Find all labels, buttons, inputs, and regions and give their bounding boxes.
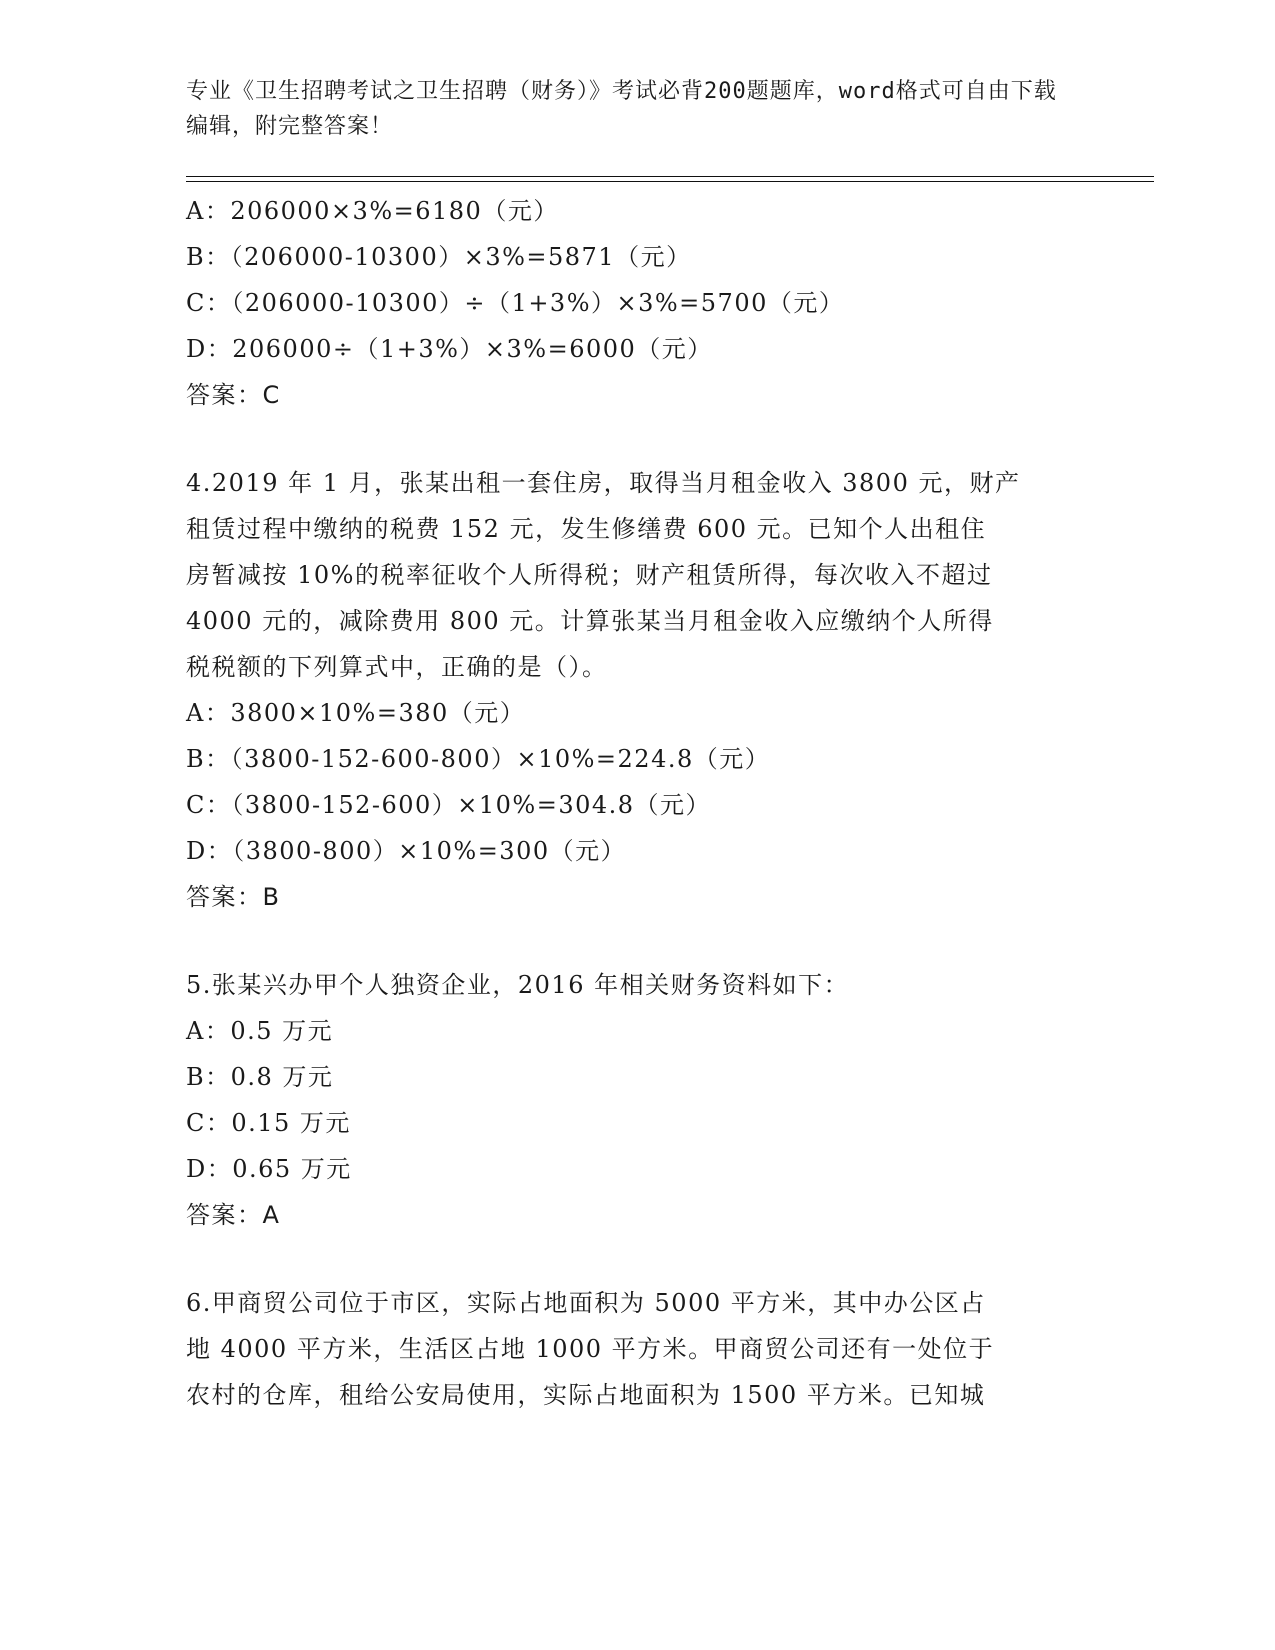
option-a: A：3800×10%=380（元）: [186, 699, 526, 727]
question-block: [186, 1280, 1086, 1418]
answer-line: 答案：A: [186, 1201, 281, 1229]
question-block: [186, 188, 1086, 418]
answer-line: 答案：B: [186, 883, 281, 911]
question-text-line: 4.2019 年 1 月，张某出租一套住房，取得当月租金收入 3800 元，财产: [186, 469, 1021, 497]
question-block: [186, 962, 1086, 1238]
question-text-line: 5.张某兴办甲个人独资企业，2016 年相关财务资料如下：: [186, 971, 850, 999]
option-b: B：0.8 万元: [186, 1063, 334, 1091]
question-list: [186, 188, 1086, 1418]
option-d: D：（3800-800）×10%=300（元）: [186, 837, 627, 865]
header-divider-bottom: [186, 181, 1154, 182]
option-c: C：0.15 万元: [186, 1109, 351, 1137]
option-a: A：206000×3%=6180（元）: [186, 197, 559, 225]
option-b: B：（206000-10300）×3%=5871（元）: [186, 243, 692, 271]
option-c: C：（3800-152-600）×10%=304.8（元）: [186, 791, 712, 819]
question-text-line: 房暂减按 10%的税率征收个人所得税；财产租赁所得，每次收入不超过: [186, 561, 993, 589]
question-text-line: 4000 元的，减除费用 800 元。计算张某当月租金收入应缴纳个人所得: [186, 607, 994, 635]
option-b: B：（3800-152-600-800）×10%=224.8（元）: [186, 745, 771, 773]
question-text-line: 地 4000 平方米，生活区占地 1000 平方米。甲商贸公司还有一处位于: [186, 1335, 995, 1363]
page-header-title: 专业《卫生招聘考试之卫生招聘（财务）》考试必背200题题库，word格式可自由下载编辑，附完整答案！: [186, 79, 1057, 139]
question-text-line: 税税额的下列算式中，正确的是（）。: [186, 653, 608, 681]
question-text-line: 农村的仓库，租给公安局使用，实际占地面积为 1500 平方米。已知城: [186, 1381, 986, 1409]
answer-line: 答案：C: [186, 381, 281, 409]
question-block: [186, 460, 1086, 920]
option-a: A：0.5 万元: [186, 1017, 334, 1045]
option-d: D：206000÷（1+3%）×3%=6000（元）: [186, 335, 713, 363]
question-text-line: 租赁过程中缴纳的税费 152 元，发生修缮费 600 元。已知个人出租住: [186, 515, 987, 543]
option-d: D：0.65 万元: [186, 1155, 352, 1183]
header-divider-top: [186, 176, 1154, 177]
question-text-line: 6.甲商贸公司位于市区，实际占地面积为 5000 平方米，其中办公区占: [186, 1289, 986, 1317]
option-c: C：（206000-10300）÷（1+3%）×3%=5700（元）: [186, 289, 845, 317]
